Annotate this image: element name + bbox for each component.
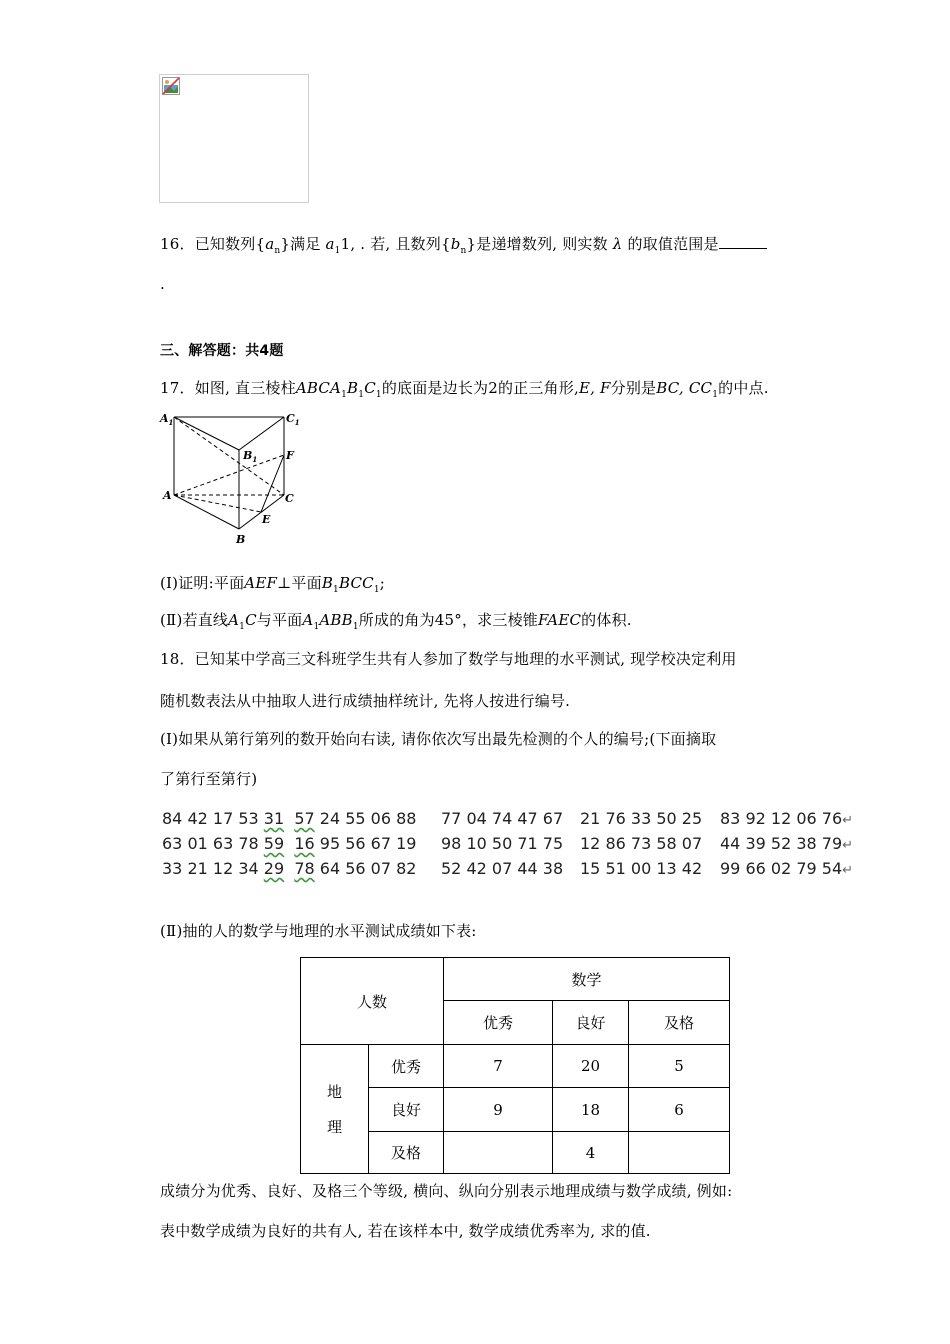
label-b: B xyxy=(236,533,246,546)
random-number-text: 59 xyxy=(263,834,285,853)
edge-b1c1 xyxy=(239,417,284,450)
q16-text: 已知数列{ xyxy=(194,235,266,253)
q17-part1-text: (Ⅰ)证明:平面 xyxy=(160,574,245,592)
q17-text: 的底面是边长为2的正三角形, xyxy=(381,379,579,397)
q17-part2: (Ⅱ)若直线$A_1C$与平面$A_1ABB_1$所成的角为45°，求三棱锥FAEC的体积. xyxy=(160,611,632,632)
q18-part1-line-2: 了第行至第行) xyxy=(160,770,258,788)
random-number-text: 63 01 63 78 xyxy=(162,834,264,853)
random-number-text: 57 xyxy=(294,809,315,828)
question-17: 17．如图, 直三棱柱$ABCA_1B_1C_1$的底面是边长为2的正三角形,E, F分别是BC, $CC_1$的中点. xyxy=(160,379,769,400)
col-header: 优秀 xyxy=(444,1001,553,1045)
label-e: E xyxy=(262,513,271,526)
q16-text: }是递增数列, 则实数 xyxy=(466,235,608,253)
row-header: 良好 xyxy=(369,1088,444,1132)
prism-figure xyxy=(158,405,308,547)
pyramid-faec: FAEC xyxy=(538,611,582,629)
q17-part2-text: (Ⅱ)若直线 xyxy=(160,611,229,629)
return-mark-icon: ↵ xyxy=(842,813,854,828)
random-number-text: 16 xyxy=(294,834,315,853)
random-group xyxy=(162,834,416,853)
random-row xyxy=(162,834,854,853)
sequence-a: a xyxy=(265,235,275,253)
q17-text: 如图, 直三棱柱 xyxy=(194,379,296,397)
question-number: 17． xyxy=(160,379,195,397)
segment-ae xyxy=(174,495,261,512)
return-mark-icon: ↵ xyxy=(842,863,854,878)
section-heading: 三、解答题：共4题 xyxy=(160,343,284,359)
plane-a1abb1: ABB xyxy=(319,611,353,629)
random-group: 15 51 00 13 42 xyxy=(580,859,703,878)
table-cell: 6 xyxy=(629,1088,730,1132)
table-cell: 5 xyxy=(629,1045,730,1088)
table-cell: 20 xyxy=(553,1045,629,1088)
sequence-b: b xyxy=(450,235,461,253)
segment-af xyxy=(174,455,284,495)
random-number-text: 29 xyxy=(263,859,285,878)
q16-text: 的取值范围是 xyxy=(627,235,719,253)
q17-part1-text: ⊥平面 xyxy=(277,574,322,592)
random-number-text: 64 56 07 82 xyxy=(314,859,417,878)
prism-name: C xyxy=(364,379,376,397)
q17-part1-text: ; xyxy=(379,574,386,592)
label-c1: $C_1$ xyxy=(286,412,300,427)
image-placeholder xyxy=(159,74,309,203)
random-group: 44 39 52 38 79↵ xyxy=(720,834,854,853)
random-number-text: 31 xyxy=(263,809,285,828)
table-cell: 4 xyxy=(553,1132,629,1174)
q17-part2-text: 的体积. xyxy=(581,611,632,629)
random-group: 52 42 07 44 38 xyxy=(441,859,564,878)
random-row xyxy=(162,809,854,828)
broken-image-icon xyxy=(162,77,180,95)
lambda-symbol: λ xyxy=(612,235,623,253)
geography-group-header xyxy=(301,1045,369,1174)
edge-ab xyxy=(174,495,239,529)
edge-a1b1 xyxy=(174,417,239,450)
question-number: 16． xyxy=(160,235,195,253)
col-header: 及格 xyxy=(629,1001,730,1045)
line-a1c: C xyxy=(245,611,257,629)
random-group xyxy=(162,859,416,878)
label-a1: $A_1$ xyxy=(160,412,174,427)
scores-table xyxy=(300,957,730,1174)
random-number-text xyxy=(284,859,294,878)
random-group: 21 76 33 50 25 xyxy=(580,809,703,828)
random-number-text: 84 42 17 53 xyxy=(162,809,264,828)
q17-part2-text: 所成的角为45°，求三棱锥 xyxy=(358,611,538,629)
random-number-text: 24 55 06 88 xyxy=(314,809,417,828)
q17-part1: (Ⅰ)证明:平面AEF⊥平面$B_1BCC_1$; xyxy=(160,574,386,595)
q18-part2-intro: (Ⅱ)抽的人的数学与地理的水平测试成绩如下表: xyxy=(160,922,477,940)
table-corner-header: 人数 xyxy=(301,958,444,1045)
random-group: 98 10 50 71 75 xyxy=(441,834,564,853)
prism-name: B xyxy=(347,379,359,397)
q17-text: 分别是 xyxy=(610,379,657,397)
plane-b1bcc1: B xyxy=(321,574,334,592)
random-number-text: 33 21 12 34 xyxy=(162,859,264,878)
random-group: 99 66 02 79 54↵ xyxy=(720,859,854,878)
prism-name: ABCA xyxy=(295,379,342,397)
row-header: 及格 xyxy=(369,1132,444,1174)
row-header: 优秀 xyxy=(369,1045,444,1088)
a1-symbol: a xyxy=(325,235,335,253)
label-c: C xyxy=(285,492,294,505)
table-cell: 7 xyxy=(444,1045,553,1088)
table-cell xyxy=(629,1132,730,1174)
q16-text: }满足 xyxy=(280,235,321,253)
random-group: 77 04 74 47 67 xyxy=(441,809,564,828)
return-mark-icon: ↵ xyxy=(842,838,854,853)
line-a1c: A xyxy=(228,611,240,629)
q18-after-line-1: 成绩分为优秀、良好、及格三个等级, 横向、纵向分别表示地理成绩与数学成绩, 例如: xyxy=(160,1182,733,1200)
label-a: A xyxy=(163,489,172,502)
q18-after-line-2: 表中数学成绩为良好的共有人, 若在该样本中, 数学成绩优秀率为, 求的值. xyxy=(160,1222,651,1240)
geography-char: 理 xyxy=(326,1118,342,1136)
random-number-text: 95 56 67 19 xyxy=(314,834,417,853)
plane-a1abb1: A xyxy=(302,611,314,629)
random-number-text: 78 xyxy=(294,859,315,878)
random-number-text xyxy=(284,834,294,853)
q17-text: 的中点. xyxy=(718,379,769,397)
random-group: 12 86 73 58 07 xyxy=(580,834,703,853)
points-ef: E, F xyxy=(578,379,611,397)
question-16: 16．已知数列$\{a_n\}$满足 $a_11$, . 若, 且数列$\{b_n\}$是递增数列, 则实数 λ 的取值范围是 xyxy=(160,233,767,256)
table-cell: 18 xyxy=(553,1088,629,1132)
q18-line-1: 18．已知某中学高三文科班学生共有人参加了数学与地理的水平测试, 现学校决定利用 xyxy=(160,650,737,668)
random-number-text xyxy=(284,809,294,828)
table-cell xyxy=(444,1132,553,1174)
plane-aef: AEF xyxy=(244,574,278,592)
q16-tail: . xyxy=(160,275,165,293)
q18-part1-line-1: (Ⅰ)如果从第行第列的数开始向右读, 请你依次写出最先检测的个人的编号;(下面摘取 xyxy=(160,730,717,748)
segments-bc: BC, CC xyxy=(656,379,713,397)
random-row xyxy=(162,859,854,878)
math-group-header: 数学 xyxy=(444,958,730,1001)
q16-text: 1, . 若, 且数列{ xyxy=(340,235,451,253)
answer-blank[interactable] xyxy=(719,234,767,249)
label-b1: $B_1$ xyxy=(243,449,258,464)
table-cell: 9 xyxy=(444,1088,553,1132)
plane-b1bcc1: BCC xyxy=(338,574,374,592)
label-f: F xyxy=(286,449,294,462)
col-header: 良好 xyxy=(553,1001,629,1045)
q17-part2-text: 与平面 xyxy=(256,611,303,629)
random-group: 83 92 12 06 76↵ xyxy=(720,809,854,828)
random-group xyxy=(162,809,416,828)
q18-line-2: 随机数表法从中抽取人进行成绩抽样统计, 先将人按进行编号. xyxy=(160,692,571,710)
geography-char: 地 xyxy=(326,1083,342,1101)
